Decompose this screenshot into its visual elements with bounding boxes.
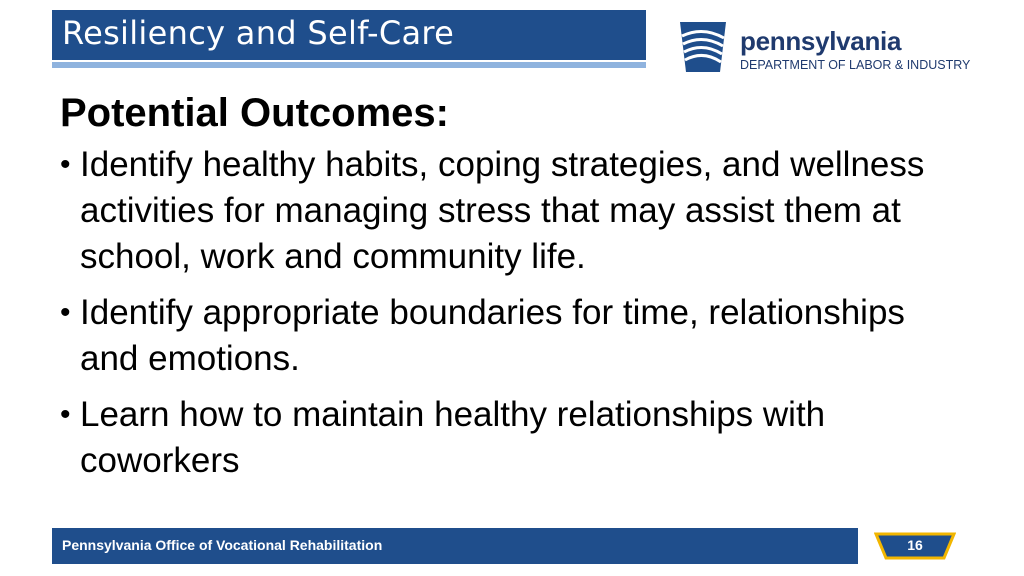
bullet-text: Identify healthy habits, coping strategies, and wellness activities for managing stress that may assist them at school, work and community life. [80,145,925,276]
footer-bar [52,528,972,564]
bullet-text: Identify appropriate boundaries for time, relationships and emotions. [80,293,905,378]
slide-title: Resiliency and Self-Care [62,14,455,52]
slide-content [60,88,960,494]
page-number-box [858,528,972,564]
bullet-item [60,142,960,280]
title-bar [52,10,646,60]
page-number: 16 [907,537,923,553]
footer-organization: Pennsylvania Office of Vocational Rehabilitation [62,537,383,553]
section-heading: Potential Outcomes: [60,91,449,135]
bullet-dot-icon: • [60,398,71,431]
outcomes-list [60,142,960,484]
bullet-dot-icon: • [60,148,71,181]
logo-department-name: DEPARTMENT OF LABOR & INDUSTRY [740,58,971,72]
bullet-item [60,392,960,484]
logo-org-name: pennsylvania [740,26,902,56]
title-underline [52,62,646,68]
pa-labor-logo [672,16,972,78]
keystone-logo-icon [672,16,734,78]
bullet-item [60,290,960,382]
bullet-dot-icon: • [60,296,71,329]
bullet-text: Learn how to maintain healthy relationships with coworkers [80,395,826,480]
